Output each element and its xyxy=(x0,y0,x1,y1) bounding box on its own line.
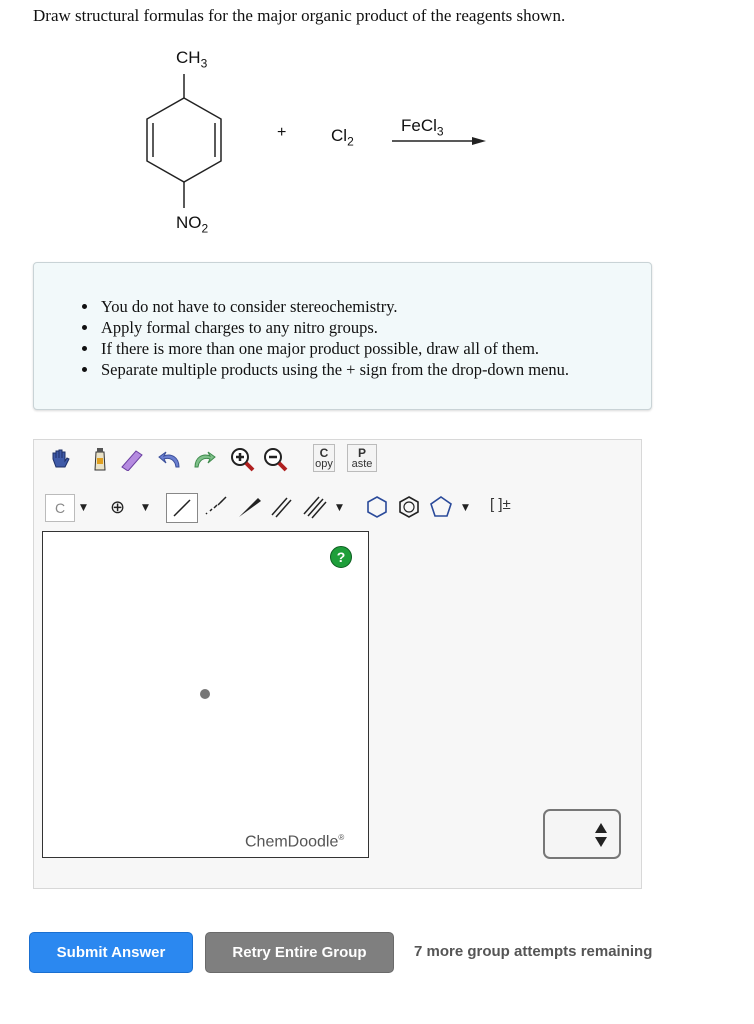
clear-canvas-icon[interactable] xyxy=(87,446,113,472)
instructions-box xyxy=(33,262,652,410)
charge-dropdown-icon[interactable]: ▼ xyxy=(142,503,149,513)
hand-tool-icon[interactable] xyxy=(47,446,73,472)
list-item: • Separate multiple products using the + sign from the drop-down menu. xyxy=(99,359,569,380)
list-item: • You do not have to consider stereochemistry. xyxy=(99,296,569,317)
sketcher-toggle[interactable] xyxy=(543,809,621,859)
chlorine-reagent: $Cl_2$ xyxy=(331,126,354,149)
help-button[interactable]: ? xyxy=(330,546,352,568)
element-selector[interactable]: C xyxy=(45,494,75,522)
question-text: Draw structural formulas for the major organic product of the reagents shown. xyxy=(33,6,566,25)
list-item: • Apply formal charges to any nitro groups. xyxy=(99,317,569,338)
instructions-list xyxy=(34,296,569,380)
reaction-scheme xyxy=(0,0,754,250)
copy-button[interactable]: C opy xyxy=(313,444,335,472)
zoom-in-icon[interactable] xyxy=(229,446,255,472)
reaction-arrow-head xyxy=(472,137,486,145)
element-dropdown-icon[interactable]: ▼ xyxy=(80,503,87,513)
benzene-icon[interactable] xyxy=(396,494,422,520)
wedge-bond-icon[interactable] xyxy=(236,494,262,520)
eraser-icon[interactable] xyxy=(118,446,144,472)
nitro-label: $NO_2$ xyxy=(176,213,209,236)
zoom-out-icon[interactable] xyxy=(262,446,288,472)
ring-dropdown-icon[interactable]: ▼ xyxy=(462,503,469,513)
bracket-tool[interactable]: [ ]± xyxy=(490,496,511,513)
cursor-dot xyxy=(200,689,210,699)
charge-tool[interactable]: ⊕ xyxy=(110,497,126,518)
redo-icon[interactable] xyxy=(191,446,217,472)
retry-group-button[interactable]: Retry Entire Group xyxy=(205,932,394,973)
cyclopentane-icon[interactable] xyxy=(428,494,454,520)
double-bond-icon[interactable] xyxy=(268,494,294,520)
catalyst-label: FeCl$_3$ xyxy=(401,116,444,139)
triple-bond-icon[interactable] xyxy=(301,494,327,520)
cyclohexane-icon[interactable] xyxy=(364,494,390,520)
list-item: • If there is more than one major product possible, draw all of them. xyxy=(99,338,569,359)
benzene-ring xyxy=(0,0,754,250)
chemdoodle-brand: ChemDoodle® xyxy=(245,833,345,851)
paste-button[interactable]: P aste xyxy=(347,444,377,472)
single-bond-tool[interactable] xyxy=(166,493,198,523)
submit-answer-button[interactable]: Submit Answer xyxy=(29,932,193,973)
plus-sign: + xyxy=(277,124,287,141)
methyl-label: $CH_3$ xyxy=(176,48,208,71)
bond-dropdown-icon[interactable]: ▼ xyxy=(336,503,343,513)
hash-bond-icon[interactable] xyxy=(202,494,228,520)
undo-icon[interactable] xyxy=(157,446,183,472)
attempts-remaining: 7 more group attempts remaining xyxy=(414,943,653,960)
